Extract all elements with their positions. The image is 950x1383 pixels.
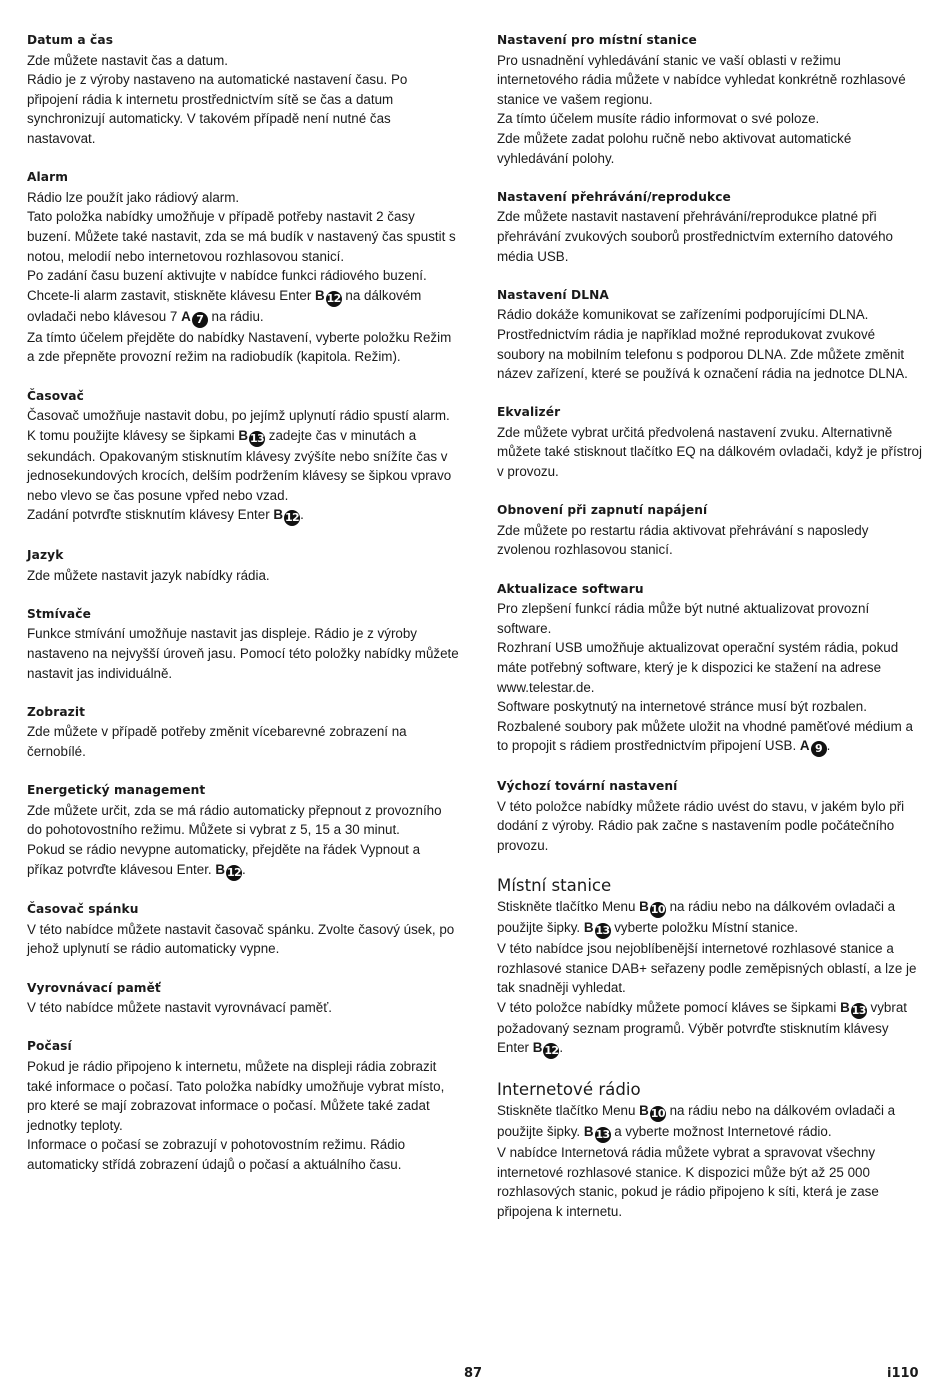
text-run: Pokud se rádio nevypne automaticky, přejděte na řádek Vypnout a příkaz potvrďte klávesou Enter. [27, 841, 421, 877]
text-run: Prostřednictvím rádia je například možné reprodukovat zvukové soubory na mobilním telefonu s podporou DLNA. Zde můžete změnit název zařízení, které se používá k označení rádia na jednotce DLNA. [497, 326, 908, 382]
text-run: Zadání potvrďte stisknutím klávesy Enter [27, 507, 274, 523]
chapter-heading: Místní stanice [497, 875, 612, 895]
paragraph [497, 305, 923, 325]
text-run: . [826, 738, 831, 754]
text-run: Informace o počasí se zobrazují v pohotovostním režimu. Rádio automaticky střídá zobrazení údajů o počasí a aktuálního času. [27, 1137, 406, 1172]
paragraph [497, 325, 923, 384]
section-mistni-stanice [497, 875, 923, 1059]
text-run: na rádiu nebo na dálkovém ovladači a použijte šipky. [497, 1102, 896, 1139]
section-ekvalizer [497, 403, 923, 481]
paragraph [27, 801, 459, 840]
text-run: Stiskněte tlačítko Menu [497, 1102, 640, 1118]
section-jazyk [27, 546, 459, 585]
paragraph [27, 188, 459, 208]
text-run: Chcete-li alarm zastavit, stiskněte klávesu Enter [27, 287, 316, 303]
section-vychozi-tovarni-nastaveni [497, 777, 923, 855]
key-number-badge-icon: 12 [544, 1044, 559, 1058]
left-column [27, 31, 459, 1194]
device-ref-letter: B [315, 287, 325, 303]
section-nastaveni-prehravani-reprodukce [497, 188, 923, 266]
section-heading: Počasí [27, 1039, 72, 1054]
section-heading: Alarm [27, 170, 69, 185]
paragraph [497, 797, 923, 856]
text-run: Rozbalené soubory pak můžete uložit na vhodné paměťové médium a to propojit s rádiem prostřednictvím připojení USB. [497, 718, 913, 754]
paragraph [27, 207, 459, 266]
paragraph [27, 920, 459, 959]
text-run: na rádiu nebo na dálkovém ovladači a použijte šipky. [497, 898, 896, 935]
text-run: vybrat požadovaný seznam programů. Výběr potvrďte stisknutím klávesy Enter [497, 999, 907, 1056]
section-heading: Datum a čas [27, 33, 114, 47]
paragraph [27, 840, 459, 881]
text-run: Stiskněte tlačítko Menu [497, 898, 640, 914]
paragraph [27, 328, 459, 367]
section-internetove-radio [497, 1079, 923, 1221]
paragraph [27, 70, 459, 148]
section-heading: Zobrazit [27, 704, 86, 719]
paragraph [497, 1101, 923, 1143]
key-number-badge-icon: 12 [226, 865, 242, 879]
paragraph [27, 406, 459, 426]
model-label: i110 [887, 1366, 919, 1381]
paragraph [27, 51, 459, 71]
section-heading: Vyrovnávací paměť [27, 980, 161, 995]
text-run: Za tímto účelem musíte rádio informovat o své poloze. [497, 111, 820, 127]
text-run: Rádio lze použít jako rádiový alarm. [27, 189, 240, 205]
text-run: Pro usnadnění vyhledávání stanic ve vaší oblasti v režimu internetového rádia můžete v nabídce vyhledat konkrétně rozhlasové stanice ve vašem regionu. [497, 52, 906, 107]
text-run: na rádiu. [207, 308, 264, 324]
device-ref-letter: B [532, 1040, 543, 1056]
paragraph [27, 1135, 459, 1174]
section-heading: Obnovení při zapnutí napájení [497, 503, 708, 518]
section-heading: Ekvalizér [497, 405, 561, 420]
key-number-badge-icon: 9 [811, 741, 827, 757]
text-run: . [242, 861, 246, 877]
text-run: a vyberte možnost Internetové rádio. [610, 1123, 832, 1139]
section-vyrovnavaci-pamet [27, 979, 459, 1018]
paragraph [497, 109, 923, 129]
device-ref-letter: B [583, 919, 594, 935]
text-run: Zde můžete po restartu rádia aktivovat přehrávání s naposledy zvolenou rozhlasovou stanicí. [497, 522, 869, 558]
key-number-badge-icon: 13 [595, 1127, 610, 1141]
text-run: Tato položka nabídky umožňuje v případě potřeby nastavit 2 časy buzení. Můžete také nastavit, zda se má budík v nastavený čas spustit s notou, melodií nebo internetovou rozhlasovou stanicí. [27, 209, 456, 264]
paragraph [497, 638, 923, 697]
text-run: Za tímto účelem přejděte do nabídky Nastavení, vyberte položku Režim a zde přepněte provozní režim na radiobudík (kapitola. Režim). [27, 329, 452, 365]
key-number-badge-icon: 10 [650, 902, 665, 916]
paragraph [497, 51, 923, 110]
paragraph [497, 697, 923, 717]
section-pocasi [27, 1037, 459, 1174]
paragraph [497, 897, 923, 939]
key-number-badge-icon: 13 [595, 923, 610, 937]
paragraph [497, 207, 923, 266]
section-nastaveni-dlna [497, 286, 923, 384]
paragraph [497, 1143, 923, 1221]
text-run: Pro zlepšení funkcí rádia může být nutné aktualizovat provozní software. [497, 601, 870, 636]
text-run: Zde můžete nastavit jazyk nabídky rádia. [27, 567, 270, 583]
device-ref-letter: A [799, 738, 810, 754]
section-heading: Aktualizace softwaru [497, 581, 644, 596]
device-ref-letter: B [639, 1102, 649, 1118]
paragraph [27, 286, 459, 328]
paragraph [497, 939, 923, 998]
section-alarm [27, 168, 459, 367]
section-heading: Nastavení DLNA [497, 287, 609, 302]
device-ref-letter: B [583, 1123, 594, 1139]
text-run: Software poskytnutý na internetové stránce musí být rozbalen. [497, 699, 867, 715]
paragraph [27, 624, 459, 683]
text-run: Zde můžete v případě potřeby změnit vícebarevné zobrazení na černobílé. [27, 724, 407, 759]
text-run: V nabídce Internetová rádia můžete vybrat a spravovat všechny internetové rozhlasové stanice. K dispozici může být až 25 000 rozhlasových stanic, pokud je rádio připojeno k síti, která je zase připojena k internetu. [497, 1144, 879, 1219]
device-ref-letter: B [273, 507, 284, 523]
text-run: . [559, 1040, 564, 1056]
section-energeticky-management [27, 781, 459, 880]
paragraph [497, 521, 923, 560]
section-heading: Časovač spánku [27, 902, 139, 917]
section-heading: Časovač [27, 388, 84, 403]
text-run: . [300, 507, 304, 523]
section-datum-a-cas [27, 31, 459, 149]
text-run: Časovač umožňuje nastavit dobu, po jejímž uplynutí rádio spustí alarm. [27, 408, 450, 424]
section-nastaveni-pro-mistni-stanice [497, 31, 923, 168]
section-heading: Nastavení pro místní stanice [497, 33, 697, 47]
page-number: 87 [464, 1366, 483, 1381]
paragraph [27, 1057, 459, 1135]
section-stmivace [27, 605, 459, 683]
paragraph [497, 423, 923, 482]
paragraph [497, 998, 923, 1060]
paragraph [497, 599, 923, 638]
device-ref-letter: B [215, 861, 226, 877]
paragraph [27, 266, 459, 286]
text-run: V této položce nabídky můžete rádio uvést do stavu, v jakém bylo při dodání z výroby. Rádio pak začne s nastavením podle počátečního provozu. [497, 798, 905, 853]
section-casovac [27, 387, 459, 527]
section-heading: Výchozí tovární nastavení [497, 778, 678, 793]
text-run: Zde můžete vybrat určitá předvolená nastavení zvuku. Alternativně můžete také stisknout tlačítko EQ na dálkovém ovladači, když je přístroj v provozu. [497, 424, 922, 480]
key-number-badge-icon: 12 [285, 511, 300, 525]
section-zobrazit [27, 703, 459, 762]
section-heading: Nastavení přehrávání/reprodukce [497, 189, 731, 204]
device-ref-letter: B [238, 427, 249, 443]
text-run: Pokud je rádio připojeno k internetu, můžete na displeji rádia zobrazit také informace o počasí. Tato položka nabídky umožňuje vybrat místo, pro které se mají zobrazovat informace o počasí. Můžete také zadat jednotky teploty. [27, 1058, 445, 1133]
section-heading: Jazyk [27, 548, 64, 563]
text-run: vyberte položku Místní stanice. [610, 919, 799, 935]
key-number-badge-icon: 13 [249, 431, 265, 445]
text-run: Zde můžete nastavit nastavení přehrávání/reprodukce platné při přehrávání zvukových souborů prostřednictvím externího datového média USB. [497, 209, 893, 264]
text-run: Funkce stmívání umožňuje nastavit jas displeje. Rádio je z výroby nastaveno na nejvyšší úroveň jasu. Pomocí této položky nabídky můžete nastavit jas individuálně. [27, 626, 459, 681]
right-column [497, 31, 923, 1241]
paragraph [497, 717, 923, 758]
text-run: Rádio je z výroby nastaveno na automatické nastavení času. Po připojení rádia k internetu prostřednictvím sítě se čas a datum synchronizují automaticky. V takovém případě není nutné čas nastavovat. [27, 72, 408, 146]
device-ref-letter: B [840, 999, 850, 1015]
key-number-badge-icon: 13 [851, 1003, 866, 1017]
key-number-badge-icon: 10 [650, 1106, 665, 1120]
text-run: zadejte čas v minutách a sekundách. Opakovaným stisknutím klávesy zvýšíte nebo snížíte čas v jednosekundových krocích, delším podržením klávesy se šipkou vpravo nebo vlevo se čas posune vpřed nebo vzad. [27, 427, 452, 503]
paragraph [27, 426, 459, 506]
text-run: Rádio dokáže komunikovat se zařízeními podporujícími DLNA. [497, 307, 869, 323]
device-ref-letter: B [639, 898, 649, 914]
paragraph [27, 505, 459, 526]
paragraph [27, 566, 459, 586]
chapter-heading: Internetové rádio [497, 1079, 641, 1099]
section-heading: Energetický management [27, 783, 206, 798]
paragraph [497, 129, 923, 168]
section-casovac-spanku [27, 900, 459, 959]
text-run: Po zadání času buzení aktivujte v nabídce funkci rádiového buzení. [27, 268, 427, 284]
text-run: Zde můžete zadat polohu ručně nebo aktivovat automatické vyhledávání polohy. [497, 130, 852, 166]
key-number-badge-icon: 7 [192, 312, 208, 328]
text-run: K tomu použijte klávesy se šipkami [27, 427, 239, 443]
section-heading: Stmívače [27, 606, 91, 621]
device-ref-letter: A [181, 308, 191, 324]
section-aktualizace-softwaru [497, 580, 923, 758]
text-run: Rozhraní USB umožňuje aktualizovat operační systém rádia, pokud máte potřebný software, který je k dispozici ke stažení na adrese www.telestar.de. [497, 640, 899, 695]
text-run: V této položce nabídky můžete pomocí kláves se šipkami [497, 999, 841, 1015]
paragraph [27, 998, 459, 1018]
text-run: Zde můžete určit, zda se má rádio automaticky přepnout z provozního do pohotovostního režimu. Můžete si vybrat z 5, 15 a 30 minut. [27, 802, 442, 838]
key-number-badge-icon: 12 [326, 291, 341, 305]
section-obnoveni-pri-zapnuti-napajeni [497, 501, 923, 560]
text-run: V této nabídce můžete nastavit časovač spánku. Zvolte časový úsek, po jehož uplynutí se rádio automaticky vypne. [27, 921, 455, 957]
text-run: na dálkovém ovladači nebo klávesou 7 [27, 287, 422, 324]
text-run: V této nabídce můžete nastavit vyrovnávací paměť. [27, 1000, 332, 1016]
text-run: V této nabídce jsou nejoblíbenější internetové rozhlasové stanice a rozhlasové stanice DAB+ seřazeny podle zeměpisných oblastí, a lze je tak snadněji vyhledat. [497, 940, 917, 996]
text-run: Zde můžete nastavit čas a datum. [27, 52, 228, 68]
paragraph [27, 722, 459, 761]
